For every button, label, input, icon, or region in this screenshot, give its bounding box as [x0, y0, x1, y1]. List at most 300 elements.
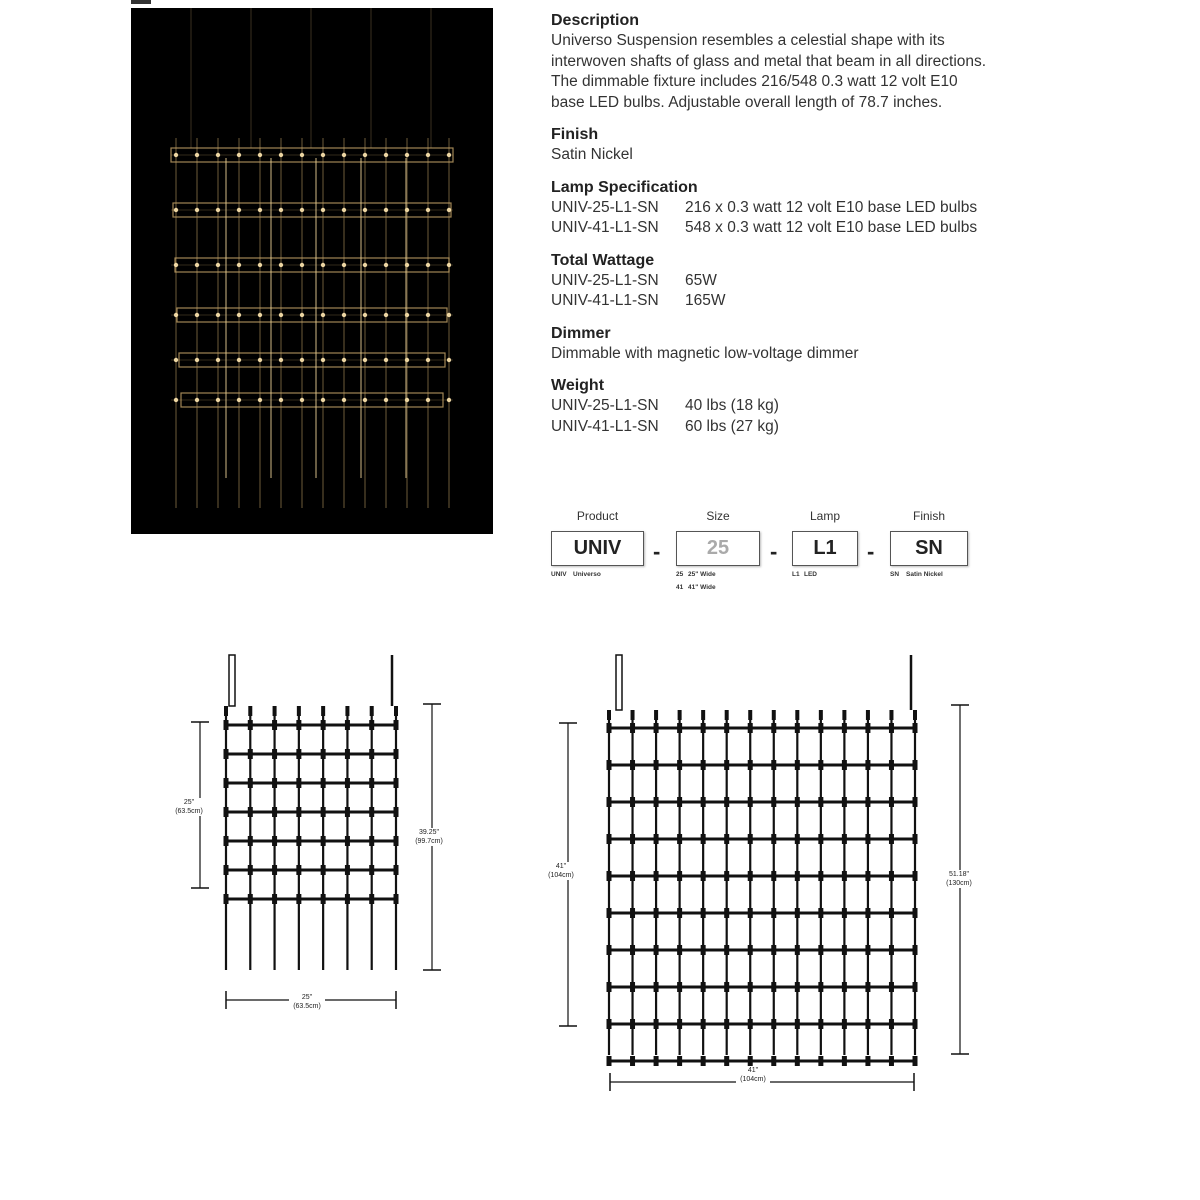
- rod-cap: [654, 710, 658, 720]
- dimmer-value: Dimmable with magnetic low-voltage dimmer: [551, 344, 859, 362]
- legend-desc: LED: [804, 571, 817, 578]
- description-line: The dimmable fixture includes 216/548 0.3 watt 12 volt E10: [551, 73, 958, 90]
- led-node: [654, 945, 659, 955]
- led-node: [296, 836, 301, 846]
- dimension-inches: 41": [555, 863, 567, 870]
- rod-cap: [345, 706, 349, 716]
- led-node: [795, 723, 800, 733]
- led-node: [771, 945, 776, 955]
- led-bulb: [363, 208, 367, 212]
- led-node: [842, 834, 847, 844]
- led-bulb: [342, 358, 346, 362]
- led-bulb: [195, 153, 199, 157]
- finish-label: Finish: [912, 509, 945, 523]
- led-bulb: [321, 263, 325, 267]
- led-bulb: [426, 263, 430, 267]
- led-bulb: [300, 313, 304, 317]
- legend-desc: 25" Wide: [688, 571, 716, 578]
- led-node: [889, 908, 894, 918]
- led-node: [724, 797, 729, 807]
- hanger-stem: [229, 655, 235, 706]
- rod-cap: [631, 710, 635, 720]
- led-bulb: [237, 263, 241, 267]
- led-bulb: [321, 153, 325, 157]
- led-node: [701, 908, 706, 918]
- led-node: [913, 797, 918, 807]
- led-bulb: [216, 208, 220, 212]
- led-bulb: [363, 153, 367, 157]
- led-node: [771, 982, 776, 992]
- led-node: [248, 836, 253, 846]
- led-bulb: [363, 313, 367, 317]
- product-photo: [131, 8, 493, 534]
- led-node: [724, 1056, 729, 1066]
- led-node: [394, 894, 399, 904]
- rod-cap: [889, 710, 893, 720]
- dimension-cm: (63.5cm): [293, 1003, 321, 1010]
- led-node: [248, 865, 253, 875]
- led-bulb: [237, 398, 241, 402]
- wattage-row: [551, 271, 1151, 292]
- led-bulb: [258, 208, 262, 212]
- led-bulb: [321, 358, 325, 362]
- led-bulb: [426, 208, 430, 212]
- led-node: [795, 760, 800, 770]
- dimension-inches: 25": [183, 799, 195, 806]
- fixture-41-drawing: [530, 650, 990, 1100]
- led-node: [795, 1056, 800, 1066]
- led-node: [889, 760, 894, 770]
- led-bulb: [237, 358, 241, 362]
- led-node: [818, 834, 823, 844]
- led-node: [607, 982, 612, 992]
- led-bulb: [279, 263, 283, 267]
- led-node: [913, 1019, 918, 1029]
- lamp-row: [551, 218, 1151, 239]
- led-node: [296, 865, 301, 875]
- led-node: [701, 1056, 706, 1066]
- led-node: [889, 723, 894, 733]
- led-node: [748, 797, 753, 807]
- dimension-inches: 25": [301, 994, 313, 1001]
- led-node: [272, 894, 277, 904]
- led-bulb: [300, 208, 304, 212]
- led-node: [369, 807, 374, 817]
- led-node: [724, 871, 729, 881]
- led-node: [701, 797, 706, 807]
- led-bulb: [342, 263, 346, 267]
- led-node: [248, 894, 253, 904]
- led-node: [889, 945, 894, 955]
- led-node: [865, 1056, 870, 1066]
- rod-cap: [370, 706, 374, 716]
- led-node: [771, 797, 776, 807]
- led-bulb: [195, 263, 199, 267]
- led-bulb: [195, 398, 199, 402]
- led-node: [369, 865, 374, 875]
- lamp-code-box: L1: [792, 531, 858, 566]
- led-node: [724, 723, 729, 733]
- led-bulb: [321, 313, 325, 317]
- led-node: [630, 871, 635, 881]
- led-bulb: [258, 398, 262, 402]
- led-bulb: [447, 208, 451, 212]
- wattage-code: UNIV-41-L1-SN: [551, 292, 659, 309]
- rod-cap: [842, 710, 846, 720]
- led-bulb: [384, 398, 388, 402]
- led-bulb: [216, 263, 220, 267]
- led-node: [795, 945, 800, 955]
- rod-cap: [701, 710, 705, 720]
- description-title: Description: [551, 12, 640, 29]
- weight-title: Weight: [551, 377, 605, 394]
- led-node: [795, 908, 800, 918]
- width-dimension-41: [736, 1066, 770, 1084]
- led-node: [748, 982, 753, 992]
- dimension-cm: (104cm): [548, 872, 574, 879]
- led-node: [748, 945, 753, 955]
- lamp-value: 216 x 0.3 watt 12 volt E10 base LED bulbs: [685, 198, 978, 216]
- rod-cap: [819, 710, 823, 720]
- led-node: [677, 1056, 682, 1066]
- led-bulb: [174, 208, 178, 212]
- led-node: [842, 982, 847, 992]
- led-bulb: [174, 313, 178, 317]
- led-bulb: [174, 358, 178, 362]
- led-node: [724, 834, 729, 844]
- led-node: [607, 797, 612, 807]
- led-node: [369, 720, 374, 730]
- led-node: [630, 1019, 635, 1029]
- led-node: [394, 807, 399, 817]
- crop-mark: [131, 0, 151, 4]
- led-node: [224, 807, 229, 817]
- led-node: [795, 871, 800, 881]
- led-bulb: [447, 263, 451, 267]
- led-node: [724, 982, 729, 992]
- led-bulb: [342, 208, 346, 212]
- led-bulb: [279, 313, 283, 317]
- led-node: [818, 982, 823, 992]
- led-node: [607, 1056, 612, 1066]
- dimension-drawing-41: [530, 650, 990, 1100]
- led-node: [795, 1019, 800, 1029]
- led-node: [842, 908, 847, 918]
- led-bulb: [216, 358, 220, 362]
- dimension-drawing-25: [170, 650, 450, 1020]
- led-node: [630, 908, 635, 918]
- led-node: [224, 836, 229, 846]
- led-node: [865, 760, 870, 770]
- size-legend: [676, 571, 716, 578]
- led-bulb: [426, 153, 430, 157]
- led-node: [865, 908, 870, 918]
- finish-legend: [890, 571, 943, 578]
- led-node: [654, 1019, 659, 1029]
- rod-cap: [224, 706, 228, 716]
- led-node: [345, 720, 350, 730]
- hanger-stem: [616, 655, 622, 710]
- led-node: [345, 865, 350, 875]
- rod-cap: [394, 706, 398, 716]
- led-node: [748, 834, 753, 844]
- led-node: [607, 945, 612, 955]
- led-node: [224, 749, 229, 759]
- led-node: [607, 908, 612, 918]
- legend-code: SN: [890, 571, 900, 578]
- led-bulb: [447, 398, 451, 402]
- led-node: [654, 723, 659, 733]
- led-bulb: [195, 358, 199, 362]
- led-bulb: [174, 153, 178, 157]
- rod-cap: [678, 710, 682, 720]
- led-node: [345, 894, 350, 904]
- led-bulb: [300, 263, 304, 267]
- led-node: [677, 982, 682, 992]
- led-node: [630, 1056, 635, 1066]
- led-node: [321, 778, 326, 788]
- led-node: [630, 723, 635, 733]
- led-node: [889, 1019, 894, 1029]
- led-node: [771, 834, 776, 844]
- led-node: [321, 749, 326, 759]
- led-node: [913, 834, 918, 844]
- led-node: [865, 834, 870, 844]
- dimension-inches: 51.18": [948, 871, 969, 878]
- led-node: [677, 908, 682, 918]
- led-node: [654, 797, 659, 807]
- dimension-cm: (63.5cm): [175, 808, 203, 815]
- led-node: [224, 865, 229, 875]
- led-node: [248, 749, 253, 759]
- led-node: [913, 1056, 918, 1066]
- rod-cap: [725, 710, 729, 720]
- led-node: [913, 723, 918, 733]
- led-node: [771, 908, 776, 918]
- led-bulb: [195, 208, 199, 212]
- led-node: [345, 807, 350, 817]
- led-bulb: [426, 313, 430, 317]
- led-bulb: [237, 313, 241, 317]
- lamp-section: [551, 178, 1151, 239]
- description-line: interwoven shafts of glass and metal that beam in all directions.: [551, 52, 987, 70]
- led-node: [842, 871, 847, 881]
- led-node: [913, 871, 918, 881]
- led-bulb: [363, 358, 367, 362]
- led-node: [771, 1056, 776, 1066]
- led-bulb: [426, 358, 430, 362]
- height-dimension-41: [544, 862, 578, 880]
- finish-code-box: SN: [890, 531, 968, 566]
- led-node: [701, 945, 706, 955]
- led-node: [321, 720, 326, 730]
- led-node: [272, 749, 277, 759]
- legend-code: L1: [792, 571, 800, 578]
- led-bulb: [342, 398, 346, 402]
- led-node: [272, 865, 277, 875]
- led-node: [654, 1056, 659, 1066]
- led-bulb: [342, 313, 346, 317]
- led-bulb: [300, 358, 304, 362]
- led-node: [224, 720, 229, 730]
- legend-code: 25: [676, 571, 684, 578]
- led-node: [795, 797, 800, 807]
- rod-cap: [273, 706, 277, 716]
- led-node: [272, 720, 277, 730]
- led-bulb: [216, 153, 220, 157]
- rod-cap: [913, 710, 917, 720]
- universo-fixture-illustration: [131, 8, 493, 534]
- separator: -: [770, 539, 778, 564]
- dimension-cm: (99.7cm): [415, 838, 443, 845]
- led-bulb: [258, 263, 262, 267]
- led-bulb: [426, 398, 430, 402]
- led-node: [818, 760, 823, 770]
- led-node: [818, 723, 823, 733]
- led-node: [724, 908, 729, 918]
- rod-cap: [607, 710, 611, 720]
- led-node: [272, 836, 277, 846]
- led-node: [748, 760, 753, 770]
- led-node: [630, 834, 635, 844]
- overall-dimension-25: [410, 828, 448, 846]
- led-bulb: [447, 358, 451, 362]
- led-bulb: [384, 313, 388, 317]
- separator: -: [867, 539, 875, 564]
- led-bulb: [279, 358, 283, 362]
- led-node: [321, 865, 326, 875]
- finish-value: Satin Nickel: [551, 146, 633, 163]
- wattage-section: [551, 251, 1151, 312]
- led-bulb: [405, 153, 409, 157]
- led-bulb: [216, 313, 220, 317]
- legend-desc: Satin Nickel: [906, 571, 943, 578]
- rod-cap: [795, 710, 799, 720]
- led-node: [795, 834, 800, 844]
- product-label: Product: [576, 509, 619, 523]
- led-node: [607, 871, 612, 881]
- led-node: [224, 894, 229, 904]
- led-bulb: [447, 313, 451, 317]
- size-legend: [676, 584, 716, 591]
- dimmer-title: Dimmer: [551, 324, 611, 342]
- lamp-label: Lamp: [809, 509, 841, 523]
- led-node: [394, 749, 399, 759]
- led-node: [865, 723, 870, 733]
- separator: -: [653, 539, 661, 564]
- led-node: [795, 982, 800, 992]
- led-node: [748, 871, 753, 881]
- led-node: [771, 760, 776, 770]
- led-node: [701, 834, 706, 844]
- rod-cap: [866, 710, 870, 720]
- led-node: [865, 982, 870, 992]
- led-node: [607, 723, 612, 733]
- led-bulb: [384, 208, 388, 212]
- wattage-value: 65W: [685, 271, 717, 289]
- led-bulb: [342, 153, 346, 157]
- led-node: [913, 945, 918, 955]
- led-node: [677, 871, 682, 881]
- rod-cap: [297, 706, 301, 716]
- led-bulb: [174, 398, 178, 402]
- wattage-title: Total Wattage: [551, 251, 655, 269]
- led-node: [272, 778, 277, 788]
- led-node: [224, 778, 229, 788]
- led-bulb: [258, 153, 262, 157]
- led-node: [818, 871, 823, 881]
- led-node: [889, 834, 894, 844]
- led-node: [248, 807, 253, 817]
- led-bulb: [279, 153, 283, 157]
- lamp-legend: [792, 571, 817, 578]
- led-node: [913, 982, 918, 992]
- overall-dimension-41: [940, 870, 978, 888]
- description-line: Universo Suspension resembles a celestial shape with its: [551, 32, 945, 49]
- led-bulb: [300, 398, 304, 402]
- led-node: [701, 871, 706, 881]
- weight-code: UNIV-41-L1-SN: [551, 417, 659, 435]
- led-node: [771, 723, 776, 733]
- led-bulb: [258, 358, 262, 362]
- led-bulb: [216, 398, 220, 402]
- led-node: [345, 836, 350, 846]
- led-node: [889, 871, 894, 881]
- size-label: Size: [706, 509, 730, 523]
- led-node: [771, 871, 776, 881]
- led-bulb: [237, 208, 241, 212]
- led-node: [748, 908, 753, 918]
- led-bulb: [237, 153, 241, 157]
- led-node: [913, 760, 918, 770]
- led-node: [889, 982, 894, 992]
- led-bulb: [195, 313, 199, 317]
- finish-section: [551, 125, 1151, 166]
- led-node: [913, 908, 918, 918]
- led-node: [369, 778, 374, 788]
- legend-desc: 41" Wide: [688, 584, 716, 591]
- led-node: [818, 1056, 823, 1066]
- led-node: [701, 760, 706, 770]
- led-node: [677, 760, 682, 770]
- led-node: [630, 760, 635, 770]
- fixture-25-drawing: [170, 650, 450, 1020]
- led-node: [296, 720, 301, 730]
- led-node: [818, 945, 823, 955]
- finish-title: Finish: [551, 126, 599, 143]
- legend-code: 41: [676, 584, 684, 591]
- lamp-title: Lamp Specification: [551, 178, 698, 196]
- product-legend: [551, 571, 601, 578]
- led-node: [701, 1019, 706, 1029]
- rod-cap: [772, 710, 776, 720]
- led-node: [842, 1056, 847, 1066]
- led-node: [321, 807, 326, 817]
- led-bulb: [447, 153, 451, 157]
- led-node: [607, 834, 612, 844]
- led-node: [607, 760, 612, 770]
- wattage-row: [551, 291, 1151, 312]
- legend-code: UNIV: [551, 571, 567, 578]
- led-node: [394, 778, 399, 788]
- led-node: [394, 836, 399, 846]
- led-node: [607, 1019, 612, 1029]
- led-node: [248, 778, 253, 788]
- description-section: [551, 11, 1151, 113]
- led-node: [369, 894, 374, 904]
- led-bulb: [174, 263, 178, 267]
- weight-row: [551, 417, 1151, 438]
